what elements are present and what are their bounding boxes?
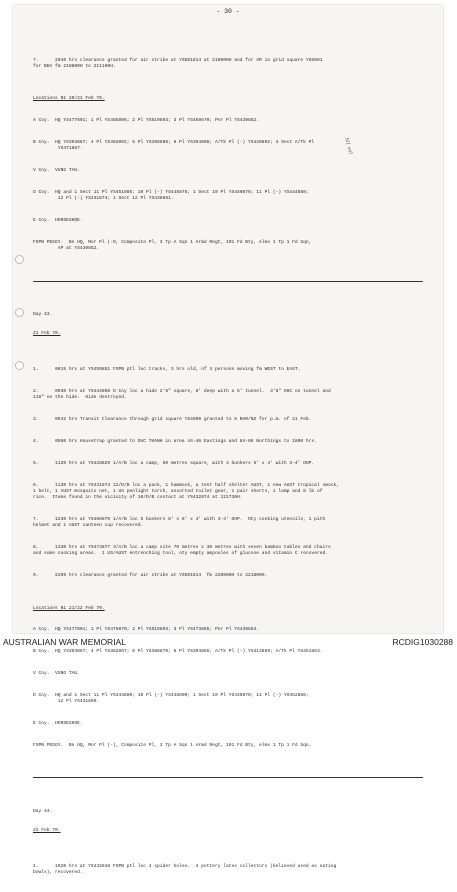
day43-item-1: 1. 0015 hrs at YS459851 FSPB ptl loc tracks, 3 hrs old, of 3 persons moving fm WEST to EAST. <box>33 366 301 372</box>
day43-item-9: 9. 2209 hrs clearance granted for air strike at YS501814 fm 220800H to 221800H. <box>33 573 268 579</box>
footer-document-id: RCDIG1030288 <box>392 637 453 647</box>
location-v-coy: V Coy. VUNG TAU. <box>33 168 80 174</box>
day43-item-4: 4. 0950 hrs Housetrap granted to DUC THANH in area 44-46 Eastings and 84-86 Northings to 1800 hrs. <box>33 438 317 444</box>
page-content <box>33 45 426 892</box>
location-d-coy: D Coy. HQ and 1 Sect 11 Pl YS451886; 10 Pl (-) YS445875; 1 Sect 10 Pl YS440870; 11 Pl (-) YS444880; 12 Pl (-) YS431874; 1 Sect 12 Pl YS438881. <box>33 189 309 202</box>
footer-archive-name: AUSTRALIAN WAR MEMORIAL <box>3 637 126 647</box>
location-v-coy: V Coy. VUNG TAU. <box>33 671 80 677</box>
day43-item-2: 2. 0930 hrs at YS444808 D Coy loc a hide 2'6" square, 6' deep with a 5' tunnel. 3'6" OHC on tunnel and 118" on the hide. Hide destroyed. <box>33 388 331 400</box>
location-fspb: FSPB PEGGY. Bn HQ, Mor Pl (-O, Composite Pl, 3 Tp A Sqn 1 Armd Regt, 101 Fd Bty, elms 1 Tp 1 Fd Sqn, AP at YS439852. <box>33 240 312 252</box>
location-e-coy: E Coy. HORSESHOE. <box>33 218 83 224</box>
day-43-date: 21 Feb 70. <box>33 331 61 337</box>
location-e-coy: E Coy. HORSESHOE. <box>33 721 83 727</box>
location-fspb: FSPB PEGGY. Bn HQ, Mor Pl (-), Composite Pl, 3 Tp A Sqn 1 Armd Regt, 101 Fd Bty, elms 1 Tp 1 Fd Sqn. <box>33 743 312 749</box>
punch-holes <box>15 255 25 414</box>
day43-item-6: 6. 1130 hrs at YS431874 12/D/B loc a pack, 1 hammock, a tent half shelter AUST, 1 new AUST tropical smock, 1 belt, 1 AUST mosquito net, 1 US penlight torch, assorted toilet gear, 1 pair shorts, 1 lamp and 8 lb of rice. Items found in the vicinity of 10/D/B contact at YS432874 at 121730H. <box>33 482 339 501</box>
locations-header-2: Locations N1 21/22 Feb 70. <box>33 605 105 611</box>
day43-item-7: 7. 1230 hrs at YS460870 1/A/B loc 5 bunkers 8' x 6' x 4' with 3-4' OHP. Oty cooking utensils, 1 pith helmet and 1 AUST canteen cup recovered. <box>33 517 326 529</box>
locations-header-1: Locations N1 20/21 Feb 70. <box>33 96 105 102</box>
day-44-date: 22 Feb 70. <box>33 828 61 834</box>
page-number: - 30 - <box>216 8 240 15</box>
day43-item-3: 3. 0942 hrs Transit Clearance through grid square YS4090 granted to 8 RAR/NZ for p.m. of 21 Feb. <box>33 416 312 422</box>
day-43-title: Day 43. <box>33 312 53 318</box>
location-b-coy: B Coy. HQ YS393867; 4 Pl YS382867; 5 Pl YS388870; 6 Pl YS394866; A/Tk Pl (-) YS413869; A/Tk Pl YS451863. <box>33 649 323 655</box>
punch-hole <box>15 255 24 264</box>
handwritten-note: N1 vol <box>343 137 354 155</box>
punch-hole <box>15 361 24 370</box>
location-d-coy: D Coy. HQ and 1 Sect 11 Pl YS444880; 10 Pl (-) YS448800; 1 Sect 10 Pl YS440870; 11 Pl (-) YS452866; 12 Pl YS431869. <box>33 693 309 705</box>
punch-hole <box>15 308 24 317</box>
day-44-title: Day 44. <box>33 809 53 815</box>
day43-item-5: 5. 1120 hrs at YS428829 1/A/B loc a camp, 50 metres square, with 3 bunkers 5' x 4' with 3-4' OHP. <box>33 460 315 466</box>
entry-item-7: 7. 2040 hrs clearance granted for air strike at YS501814 at 210600H and for VR in grid square YS5081 for BDA fm 210800H to 211100H. <box>33 57 323 69</box>
location-a-coy: A Coy. HQ YS477801; 1 Pl YS478870; 2 Pl YS519803; 3 Pl YS473885; Pnr Pl YS439863. <box>33 627 260 633</box>
location-b-coy: B Coy. HQ YS393867; 4 Pl YS382002; 5 Pl YS398806; 6 Pl YS394806; A/Tk Pl (-) YS420892; 3 Sect A/Tk Pl YS471887. <box>33 139 315 152</box>
day43-item-8: 8. 1330 hrs at YS473877 3/A/B loc a camp site 70 metres x 30 metres with seven bamboo tables and chairs and some cooking areas. 1 US/AUST entrenching tool, oty empty ampoules of glucose and vitamin C recovered. <box>33 545 331 557</box>
location-a-coy: A Coy. HQ YS477801; 1 Pl YS485806; 2 Pl YS519803; 3 Pl YS468670; Pnr Pl YS439852. <box>33 117 260 123</box>
section-divider <box>33 281 423 282</box>
section-divider <box>33 777 423 778</box>
day44-item-1: 1. 1020 hrs at YS432848 FSPB ptl loc 4 spider holes. 4 pottery latex collectors (believed used as eating bowls), recovered. <box>33 863 337 875</box>
